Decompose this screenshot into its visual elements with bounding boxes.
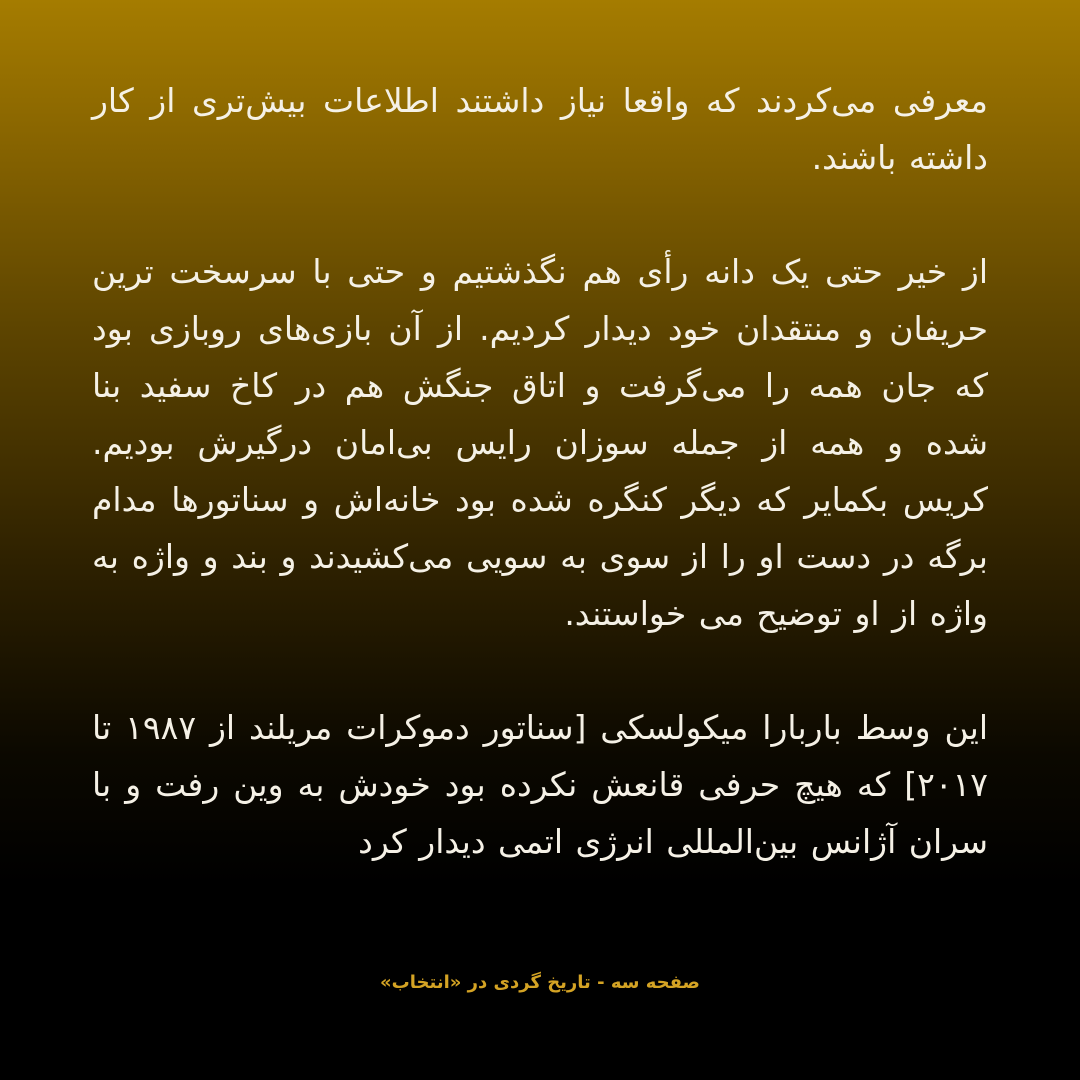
paragraph-1: معرفی می‌کردند که واقعا نیاز داشتند اطلاعات بیش‌تری از کار داشته باشند. bbox=[92, 81, 988, 177]
page-footer: صفحه سه - تاریخ گردی در «انتخاب» bbox=[380, 972, 700, 993]
paragraph-2: از خیر حتی یک دانه رأی هم نگذشتیم و حتی با سرسخت ترین حریفان و منتقدان خود دیدار کردیم. از آن بازی‌های روبازی بود که جان همه را می‌گرفت و اتاق جنگش هم در کاخ سفید بنا شده و همه از جمله سوزان رایس بی‌امان درگیرش بودیم. کریس بکمایر که دیگر کنگره شده بود خانه‌اش و سناتورها مدام برگه در دست او را از سوی به سویی می‌کشیدند و بند و واژه به واژه از او توضیح می خواستند. bbox=[92, 252, 988, 633]
paragraph-3: این وسط باربارا میکولسکی [سناتور دموکرات مریلند از ۱۹۸۷ تا ۲۰۱۷] که هیچ حرفی قانعش نکرده بود خودش به وین رفت و با سران آژانس بین‌المللی انرژی اتمی دیدار کرد bbox=[92, 708, 989, 861]
body-text bbox=[92, 72, 988, 870]
